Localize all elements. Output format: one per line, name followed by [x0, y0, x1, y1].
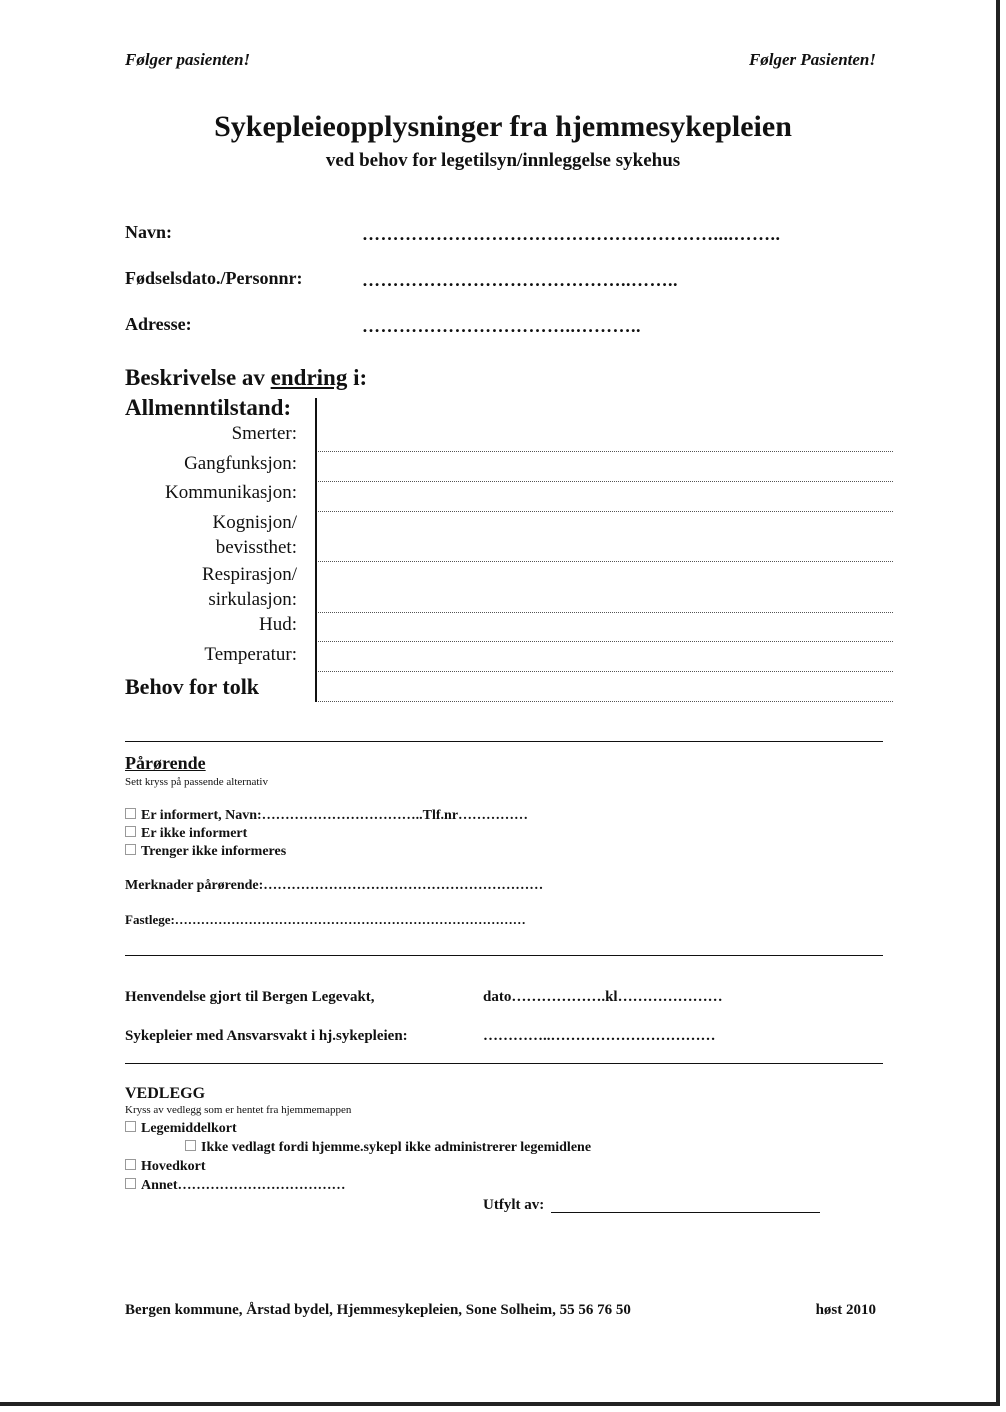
relatives-hint: Sett kryss på passende alternativ: [125, 776, 268, 788]
communication-label: Kommunikasjon:: [165, 482, 297, 503]
referral-date-field[interactable]: dato……………….kl…………………: [483, 989, 723, 1005]
footer-left: Bergen kommune, Årstad bydel, Hjemmesykepleien, Sone Solheim, 55 56 76 50: [125, 1302, 631, 1318]
description-heading: [125, 365, 367, 391]
interpreter-line[interactable]: [318, 701, 893, 702]
filled-by-signature-line[interactable]: [551, 1212, 820, 1213]
description-heading-prefix: Beskrivelse av: [125, 365, 271, 390]
header-right: Følger Pasienten!: [748, 50, 876, 69]
gp-field[interactable]: Fastlege:………………………………………………………………………: [125, 912, 526, 927]
section-divider-2: [125, 955, 883, 956]
circulation-label: sirkulasjon:: [208, 589, 297, 610]
mobility-label: Gangfunksjon:: [184, 453, 297, 474]
mobility-line[interactable]: [318, 481, 893, 482]
description-heading-suffix: i:: [347, 365, 368, 390]
attachments-hint: Kryss av vedlegg som er hentet fra hjemmemappen: [125, 1104, 352, 1116]
checkbox-no-need[interactable]: [125, 844, 136, 855]
relatives-option-no-need[interactable]: [125, 844, 286, 860]
relatives-option-not-informed-label: Er ikke informert: [141, 826, 248, 841]
page-subtitle: ved behov for legetilsyn/innleggelse sykehus: [325, 150, 681, 171]
attachment-medication-card-label: Legemiddelkort: [141, 1121, 237, 1136]
cognition-label: Kognisjon/: [212, 512, 297, 533]
relatives-heading: Pårørende: [125, 753, 206, 773]
description-vertical-rule: [315, 398, 317, 702]
header-left: Følger pasienten!: [125, 50, 251, 69]
checkbox-not-informed[interactable]: [125, 826, 136, 837]
dob-field[interactable]: ……………………………………..……..: [362, 270, 678, 290]
attachment-medication-card[interactable]: [125, 1121, 237, 1137]
temperature-line[interactable]: [318, 671, 893, 672]
name-field[interactable]: …………………………………………………....……..: [362, 224, 781, 244]
skin-line[interactable]: [318, 641, 893, 642]
relatives-option-informed-label: Er informert, Navn:……………………………..Tlf.nr……………: [141, 808, 529, 823]
skin-label: Hud:: [259, 614, 297, 635]
section-divider-1: [125, 741, 883, 742]
attachment-main-card-label: Hovedkort: [141, 1159, 206, 1174]
pain-label: Smerter:: [231, 423, 297, 444]
checkbox-medication-card[interactable]: [125, 1121, 136, 1132]
pain-line[interactable]: [318, 451, 893, 452]
attachments-heading: VEDLEGG: [125, 1085, 206, 1102]
attachment-main-card[interactable]: [125, 1159, 206, 1175]
attachment-not-attached[interactable]: [185, 1140, 591, 1156]
consciousness-label: bevissthet:: [215, 537, 297, 558]
respiration-label: Respirasjon/: [202, 564, 297, 585]
attachment-other[interactable]: [125, 1178, 346, 1194]
general-condition-label: Allmenntilstand:: [125, 395, 292, 420]
dob-label: Fødselsdato./Personnr:: [125, 268, 303, 288]
respiration-line[interactable]: [318, 612, 893, 613]
checkbox-informed[interactable]: [125, 808, 136, 819]
referral-label: Henvendelse gjort til Bergen Legevakt,: [125, 989, 375, 1005]
checkbox-not-attached[interactable]: [185, 1140, 196, 1151]
relatives-option-no-need-label: Trenger ikke informeres: [141, 844, 287, 859]
footer-right: høst 2010: [815, 1302, 876, 1318]
cognition-line[interactable]: [318, 561, 893, 562]
nurse-label: Sykepleier med Ansvarsvakt i hj.sykepleien:: [125, 1028, 408, 1044]
address-label: Adresse:: [125, 314, 192, 334]
page-title: Sykepleieopplysninger fra hjemmesykepleien: [214, 110, 792, 143]
relatives-remarks[interactable]: Merknader pårørende:……………………………………………………: [125, 878, 544, 893]
address-field[interactable]: ……………………………..………..: [362, 316, 641, 336]
attachment-other-label: Annet………………………………: [141, 1178, 346, 1193]
section-divider-3: [125, 1063, 883, 1064]
attachment-not-attached-label: Ikke vedlagt fordi hjemme.sykepl ikke administrerer legemidlene: [201, 1140, 592, 1155]
description-heading-underlined: endring: [270, 365, 348, 390]
relatives-option-informed[interactable]: [125, 808, 528, 824]
communication-line[interactable]: [318, 511, 893, 512]
temperature-label: Temperatur:: [204, 644, 297, 665]
name-label: Navn:: [125, 222, 173, 242]
nurse-field[interactable]: …………..……………………………: [483, 1028, 716, 1044]
filled-by-label: Utfylt av:: [483, 1197, 545, 1213]
checkbox-main-card[interactable]: [125, 1159, 136, 1170]
interpreter-label: Behov for tolk: [125, 674, 260, 699]
checkbox-other[interactable]: [125, 1178, 136, 1189]
relatives-option-not-informed[interactable]: [125, 826, 247, 842]
